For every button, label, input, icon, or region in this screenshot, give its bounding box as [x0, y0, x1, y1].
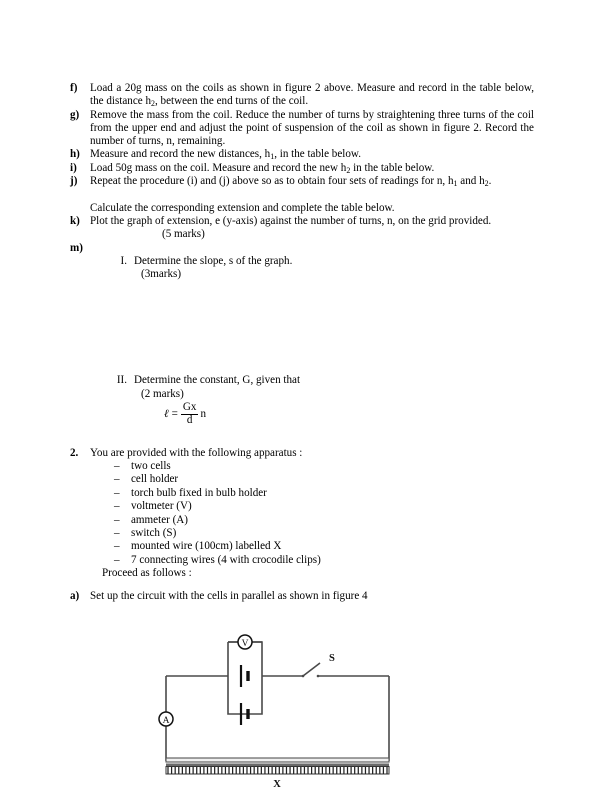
question-item-k: [68, 215, 534, 228]
roman-text-ii: Determine the constant, G, given that: [134, 374, 301, 387]
subscript-h2-j: 2: [484, 178, 489, 188]
roman-numeral-i: I.: [120, 254, 127, 267]
roman-numeral-ii: II.: [116, 374, 127, 387]
apparatus-label: switch (S): [131, 527, 177, 539]
circuit-diagram-figure-4: [140, 630, 420, 792]
question-text-h: [90, 148, 534, 161]
apparatus-label: ammeter (A): [131, 513, 188, 526]
switch-symbol: [302, 663, 320, 677]
question-label-f: f): [70, 82, 78, 94]
question-text-2a: Set up the circuit with the cells in parallel as shown in figure 4: [90, 589, 368, 602]
cell-holder-outline: [228, 642, 262, 714]
formula-fraction: [181, 402, 199, 427]
question-text-2: You are provided with the following apparatus :: [90, 446, 303, 459]
apparatus-label: voltmeter (V): [131, 500, 192, 513]
circuit-svg: [140, 630, 420, 792]
list-dash: –: [114, 500, 120, 513]
question-label-m: m): [70, 241, 83, 254]
question-item-j: [68, 175, 534, 188]
question-text-f: [90, 82, 534, 109]
mounted-wire-assembly: [166, 758, 389, 774]
apparatus-item: [68, 540, 534, 553]
question-item-h: [68, 148, 534, 161]
formula-equals: =: [171, 407, 178, 420]
mounted-wire-label: X: [273, 779, 281, 790]
question-label-g: g): [70, 108, 80, 121]
question-content: [68, 82, 534, 603]
scale-body: [166, 767, 389, 775]
marks-roman-ii: (2 marks): [141, 387, 184, 400]
proceed-instruction: Proceed as follows :: [102, 567, 192, 580]
question-text-j: [90, 175, 534, 188]
question-item-m: [68, 242, 534, 255]
text-j-part2: and h: [457, 175, 485, 188]
question-item-2: [68, 447, 534, 460]
text-j-part1: Repeat the procedure (i) and (j) above so as to obtain four sets of readings for n, h: [90, 175, 454, 188]
marks-k: (5 marks): [162, 228, 205, 241]
apparatus-item: [68, 473, 534, 486]
question-item-f: [68, 82, 534, 109]
list-dash: –: [114, 459, 120, 472]
blank-line-1: [68, 188, 534, 201]
question-label-k: k): [70, 214, 80, 227]
ammeter-label: A: [162, 716, 170, 726]
list-dash: –: [114, 513, 120, 526]
formula-lhs: ℓ: [164, 407, 169, 420]
list-dash: –: [114, 527, 120, 539]
mounted-wire-bar: [166, 758, 389, 762]
roman-item-ii: [68, 374, 534, 387]
question-item-2a: [68, 590, 534, 603]
subscript-h1-j: 1: [453, 178, 458, 188]
question-label-h: h): [70, 148, 80, 161]
voltmeter-label: V: [241, 639, 249, 649]
switch-contact-right: [317, 675, 320, 678]
section-gap: [68, 427, 534, 447]
gap-before-a: [68, 581, 534, 590]
list-dash: –: [114, 540, 120, 553]
cell-holder-box: [228, 642, 262, 714]
formula-tail: n: [200, 407, 206, 420]
text-h-part1: Measure and record the new distances, h: [90, 148, 271, 161]
text-f-part2: , between the end turns of the coil.: [155, 95, 309, 108]
apparatus-label: two cells: [131, 459, 171, 472]
question-label-i: i): [70, 161, 77, 174]
question-text-k: Plot the graph of extension, e (y-axis) against the number of turns, n, on the grid provided.: [90, 214, 492, 227]
list-dash: –: [114, 553, 120, 566]
circuit-wires: [166, 676, 389, 761]
text-i-part2: in the table below.: [350, 161, 435, 174]
apparatus-list: [68, 460, 534, 567]
subscript-h2-f: 2: [151, 99, 155, 109]
calculate-instruction: Calculate the corresponding extension and complete the table below.: [90, 201, 395, 214]
list-dash: –: [114, 486, 120, 499]
subscript-h2-i: 2: [346, 165, 351, 175]
apparatus-item: [68, 554, 534, 567]
apparatus-item: [68, 527, 534, 540]
answer-space-slope: [68, 281, 534, 374]
question-item-i: [68, 162, 534, 175]
apparatus-item: [68, 514, 534, 527]
question-item-g: [68, 109, 534, 149]
apparatus-label: mounted wire (100cm) labelled X: [131, 540, 282, 553]
apparatus-label: torch bulb fixed in bulb holder: [131, 486, 267, 499]
roman-text-i: Determine the slope, s of the graph.: [134, 254, 293, 267]
formula-constant-G: [68, 402, 534, 427]
question-number-2: 2.: [70, 446, 79, 459]
formula-denominator: d: [186, 414, 193, 427]
text-f-part1: Load a 20g mass on the coils as shown in figure 2 above. Measure and record in the table below, the distance h: [90, 82, 534, 108]
text-j-part3: .: [488, 175, 492, 188]
apparatus-item: [68, 500, 534, 513]
question-text-i: [90, 162, 534, 175]
text-i-part1: Load 50g mass on the coil. Measure and record the new h: [90, 161, 347, 174]
apparatus-item: [68, 460, 534, 473]
question-text-g: Remove the mass from the coil. Reduce the number of turns by straightening three turns of the coil from the upper end and adjust the point of suspension of the coil as shown in figure 2. Record the number of turns, n, remaining.: [90, 108, 534, 148]
switch-blade: [303, 663, 320, 676]
question-label-j: j): [70, 175, 78, 188]
apparatus-item: [68, 487, 534, 500]
subscript-h1-h: 1: [270, 152, 275, 162]
marks-roman-i: (3marks): [141, 268, 182, 281]
text-h-part2: , in the table below.: [274, 148, 361, 161]
switch-contact-left: [302, 675, 305, 678]
formula-numerator: Gx: [182, 401, 197, 414]
cell-symbol-1: [241, 665, 248, 687]
apparatus-label: cell holder: [131, 473, 179, 486]
question-label-2a: a): [70, 589, 80, 602]
apparatus-label: 7 connecting wires (4 with crocodile clips): [131, 553, 321, 566]
mounted-wire-baseline: [166, 764, 389, 767]
roman-item-i: [68, 255, 534, 268]
switch-label: S: [329, 653, 335, 664]
list-dash: –: [114, 473, 120, 486]
